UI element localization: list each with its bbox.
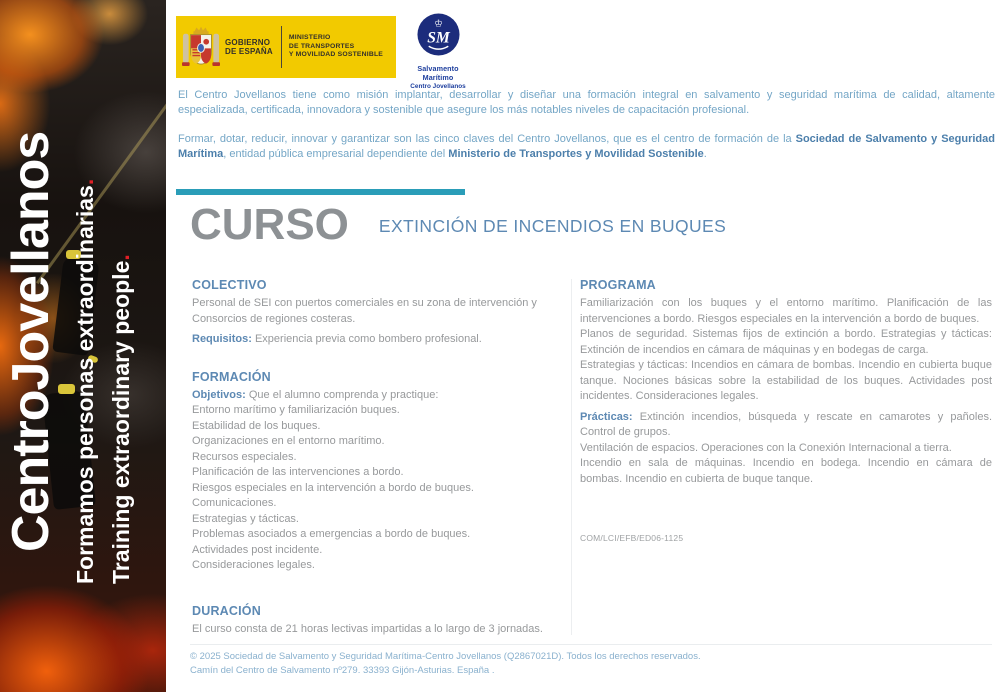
brand-name: CentroJovellanos <box>2 131 60 552</box>
svg-text:SM: SM <box>426 29 450 47</box>
practicas-label: Prácticas: <box>580 410 633 423</box>
formacion-item: Riesgos especiales en la intervención a bordo de buques. <box>192 481 474 494</box>
banner-divider <box>281 26 282 68</box>
spain-coat-of-arms-icon <box>182 25 220 69</box>
red-dot: . <box>72 178 98 186</box>
tagline-spanish: Formamos personas extraordinarias. <box>72 178 98 584</box>
red-dot: . <box>108 254 134 261</box>
colectivo-heading: COLECTIVO <box>192 278 267 292</box>
formacion-item: Estabilidad de los buques. <box>192 419 321 432</box>
course-title: EXTINCIÓN DE INCENDIOS EN BUQUES <box>378 215 727 236</box>
formacion-item: Organizaciones en el entorno marítimo. <box>192 435 385 447</box>
programa-paragraph: Ventilación de espacios. Operaciones con la Conexión Internacional a tierra. <box>580 441 952 454</box>
intro-paragraph-2: Formar, dotar, reducir, innovar y garantizar son las cinco claves del Centro Jovellanos, que es el centro de formación de la Sociedad de Salvamento y Seguridad Marítima, entidad pública empresarial dependiente del Ministerio de Transportes y Movilidad Sostenible. <box>178 133 995 160</box>
sm-emblem-icon <box>416 12 461 57</box>
duracion-body: El curso consta de 21 horas lectivas impartidas a lo largo de 3 jornadas. <box>192 622 543 635</box>
duracion-heading: DURACIÓN <box>192 603 261 618</box>
requisitos-label: Requisitos: <box>192 333 252 345</box>
copyright-line: © 2025 Sociedad de Salvamento y Seguridad Marítima-Centro Jovellanos (Q2867021D). Todos los derechos reservados. <box>190 651 701 662</box>
address-line: Camín del Centro de Salvamento nº279. 33393 Gijón-Asturias. España . <box>190 665 495 676</box>
programa-paragraph: Estrategias y tácticas: Incendios en cámara de bombas. Incendio en cubierta buque tanque. Nociones básicas sobre la estabilidad de los buques. Actividades post incidentes. Consideraciones legales. <box>580 359 992 402</box>
bold-ministerio: Ministerio de Transportes y Movilidad Sostenible <box>448 148 704 160</box>
formacion-item: Planificación de las intervenciones a bordo. <box>192 466 404 478</box>
sm-logo-title: Salvamento Marítimo <box>417 64 459 82</box>
page-footer <box>190 650 992 678</box>
formacion-item: Actividades post incidente. <box>192 543 323 556</box>
section-colectivo <box>192 277 570 348</box>
programa-paragraph: Incendio en sala de máquinas. Incendio en bodega. Incendio en cámara de bombas. Incendio en cubierta de buque tanque. <box>580 457 992 485</box>
section-programa <box>580 277 992 487</box>
tagline-english: Training extraordinary people. <box>108 254 134 584</box>
intro-paragraph-1: El Centro Jovellanos tiene como misión implantar, desarrollar y diseñar una formación integral en salvamento y seguridad marítima de calidad, altamente especializada, certificada, innovadora y sostenible que asegure los más notables niveles de capacitación profesional. <box>178 89 995 116</box>
sm-logo-subtitle: Centro Jovellanos <box>410 83 466 90</box>
course-content <box>192 277 992 637</box>
salvamento-maritimo-logo <box>402 12 474 90</box>
right-column <box>580 277 992 637</box>
colectivo-requisitos: Requisitos: Experiencia previa como bombero profesional. <box>192 333 482 345</box>
programa-paragraph: Planos de seguridad. Sistemas fijos de extinción a bordo. Estrategias y tácticas: Extinción de incendios en cámara de máquinas y en bodegas de carga. <box>580 328 992 356</box>
programa-paragraph: Familiarización con los buques y el entorno marítimo. Planificación de las intervenciones a bordo. Riesgos especiales en la intervención a bordo de buques. <box>580 297 992 325</box>
accent-bar <box>176 189 465 195</box>
brand-vertical-text <box>2 132 60 552</box>
formacion-item: Comunicaciones. <box>192 497 277 509</box>
section-formacion <box>192 369 570 574</box>
programa-practicas: Prácticas: Extinción incendios, búsqueda y rescate en camarotes y pañoles. Control de grupos. <box>580 410 992 438</box>
left-column <box>192 277 570 637</box>
course-kicker: CURSO <box>190 200 349 249</box>
gobierno-banner <box>176 16 396 78</box>
gobierno-label: GOBIERNO DE ESPAÑA <box>225 37 273 56</box>
hero-photo <box>0 0 166 692</box>
programa-heading: PROGRAMA <box>580 278 656 292</box>
formacion-item: Recursos especiales. <box>192 450 297 463</box>
colectivo-body: Personal de SEI con puertos comerciales en su zona de intervención y Consorcios de regiones costeras. <box>192 297 537 325</box>
formacion-item: Estrategias y tácticas. <box>192 512 299 525</box>
ministerio-label: MINISTERIO DE TRANSPORTES Y MOVILIDAD SOSTENIBLE <box>288 34 384 59</box>
formacion-heading: FORMACIÓN <box>192 369 271 384</box>
formacion-objetivos: Objetivos: Que el alumno comprenda y practique: <box>192 388 439 401</box>
formacion-item: Problemas asociados a emergencias a bordo de buques. <box>192 528 471 540</box>
objetivos-label: Objetivos: <box>192 388 246 401</box>
column-divider <box>571 279 572 635</box>
formacion-item: Entorno marítimo y familiarización buques. <box>192 404 400 416</box>
intro-section <box>178 88 995 176</box>
svg-text:♔: ♔ <box>433 18 443 30</box>
section-duracion <box>192 603 570 638</box>
formacion-item: Consideraciones legales. <box>192 559 315 571</box>
course-code: COM/LCI/EFB/ED06-1125 <box>580 533 684 543</box>
bold-sasemar: Sociedad de Salvamento y Seguridad Marítima <box>178 133 995 160</box>
course-header <box>190 201 726 249</box>
